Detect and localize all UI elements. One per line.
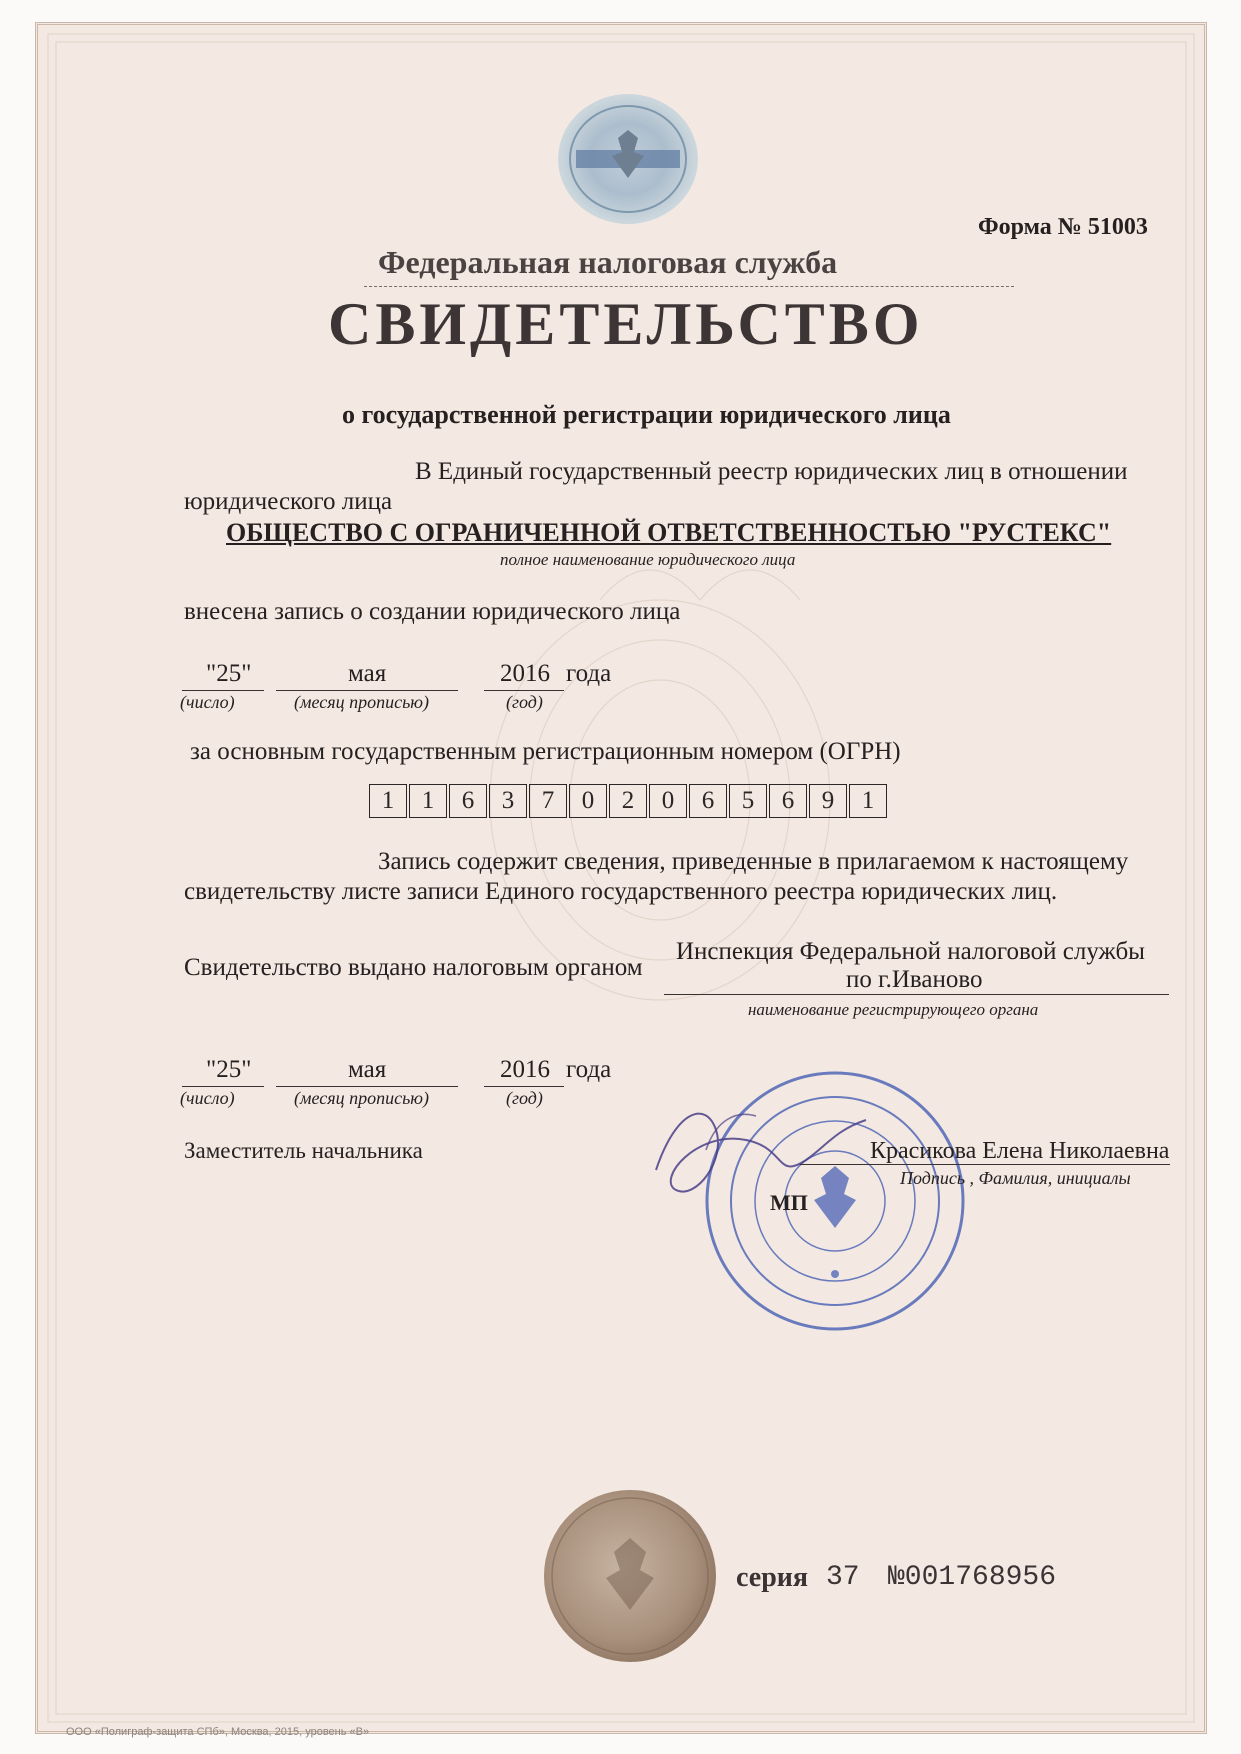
ogrn-digit: 0 [649, 784, 687, 818]
printer-imprint: ООО «Полиграф-защита СПб», Москва, 2015, уровень «В» [66, 1726, 370, 1738]
company-name-caption: полное наименование юридического лица [500, 550, 796, 569]
ogrn-digit: 5 [729, 784, 767, 818]
series-value: 37 [826, 1562, 860, 1593]
authority-line [664, 994, 1169, 995]
ogrn-digit: 7 [529, 784, 567, 818]
issue-year-caption: (год) [506, 1088, 543, 1108]
signature-caption: Подпись , Фамилия, инициалы [900, 1168, 1131, 1188]
ogrn-digit: 0 [569, 784, 607, 818]
hologram-emblem [556, 92, 700, 226]
ogrn-digit: 1 [409, 784, 447, 818]
ogrn-digit: 3 [489, 784, 527, 818]
document-subtitle: о государственной регистрации юридического лица [342, 400, 951, 429]
record-month-line [276, 690, 458, 691]
record-month-caption: (месяц прописью) [294, 692, 429, 712]
record-day: "25" [206, 660, 252, 687]
authority-line-2: по г.Иваново [846, 966, 983, 993]
form-number: Форма № 51003 [978, 214, 1148, 240]
signatory-position: Заместитель начальника [184, 1138, 423, 1163]
issue-month-caption: (месяц прописью) [294, 1088, 429, 1108]
issue-day-line [182, 1086, 264, 1087]
title-rule [364, 286, 1014, 287]
handwritten-signature [636, 1090, 876, 1220]
intro-line-1: В Единый государственный реестр юридических лиц в отношении [415, 458, 1128, 485]
ogrn-digit: 9 [809, 784, 847, 818]
authority-line-1: Инспекция Федеральной налоговой службы [676, 938, 1145, 965]
record-year-word: года [566, 660, 612, 687]
intro-line-2: юридического лица [184, 488, 393, 515]
document-title: СВИДЕТЕЛЬСТВО [328, 291, 924, 357]
issue-day-caption: (число) [180, 1088, 235, 1108]
record-year: 2016 [500, 660, 550, 687]
issue-year-line [484, 1086, 564, 1087]
record-day-caption: (число) [180, 692, 235, 712]
record-day-line [182, 690, 264, 691]
issue-month: мая [348, 1056, 387, 1083]
signature-line [800, 1164, 1170, 1165]
ogrn-label: за основным государственным регистрационным номером (ОГРН) [190, 738, 901, 765]
record-made-text: внесена запись о создании юридического лица [184, 598, 681, 625]
ogrn-digit: 1 [849, 784, 887, 818]
company-name: ОБЩЕСТВО С ОГРАНИЧЕННОЙ ОТВЕТСТВЕННОСТЬЮ "РУСТЕКС" [226, 518, 1112, 547]
contents-line-1: Запись содержит сведения, приведенные в прилагаемом к настоящему [378, 848, 1129, 875]
serial-number: №001768956 [888, 1562, 1057, 1593]
issue-year: 2016 [500, 1056, 550, 1083]
record-month: мая [348, 660, 387, 687]
issue-day: "25" [206, 1056, 252, 1083]
ogrn-digit: 6 [769, 784, 807, 818]
ogrn-digit: 1 [369, 784, 407, 818]
series-label: серия [736, 1562, 809, 1593]
issue-year-word: года [566, 1056, 612, 1083]
contents-line-2: свидетельству листе записи Единого государственного реестра юридических лиц. [184, 878, 1058, 905]
ogrn-digit: 6 [689, 784, 727, 818]
authority-caption: наименование регистрирующего органа [748, 1000, 1039, 1019]
signatory-name: Красикова Елена Николаевна [870, 1138, 1170, 1164]
issue-month-line [276, 1086, 458, 1087]
ogrn-digit: 2 [609, 784, 647, 818]
issued-by-label: Свидетельство выдано налоговым органом [184, 954, 643, 981]
issuer-title: Федеральная налоговая служба [378, 244, 838, 280]
ogrn-digit: 6 [449, 784, 487, 818]
security-seal [540, 1486, 720, 1666]
stamp-place-mark: МП [770, 1190, 808, 1215]
record-year-line [484, 690, 564, 691]
record-year-caption: (год) [506, 692, 543, 712]
